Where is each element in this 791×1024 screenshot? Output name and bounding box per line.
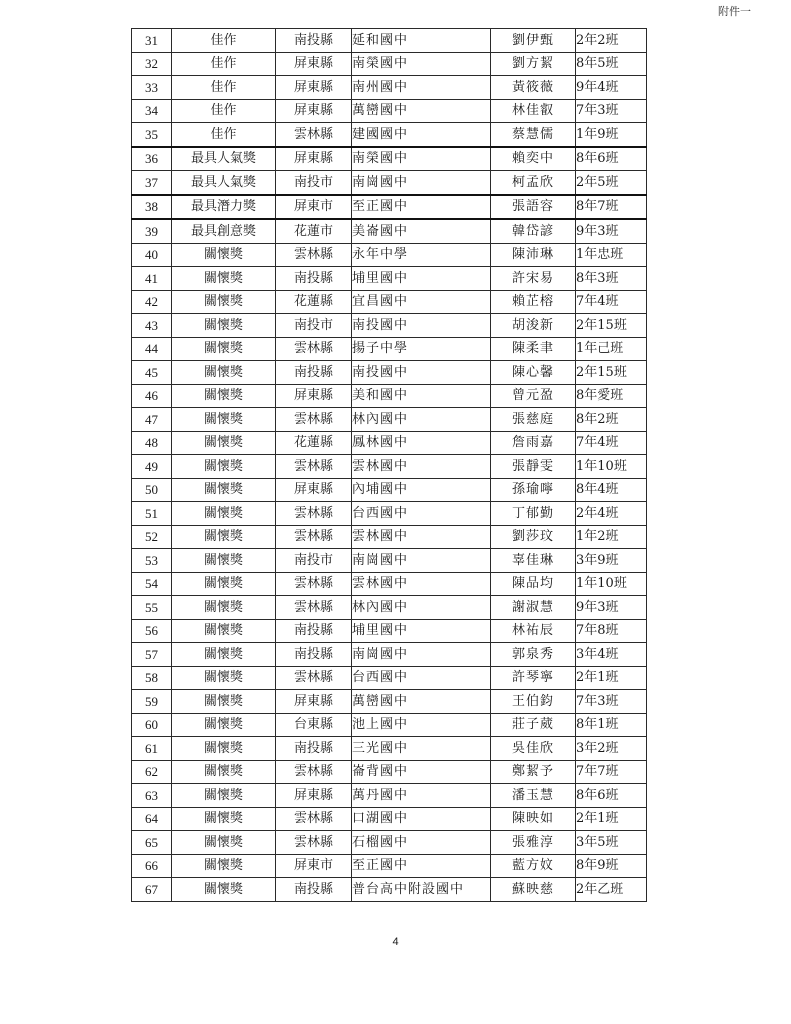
county-cell: 屏東縣 (276, 147, 352, 171)
class-cell: 7年7班 (576, 760, 647, 784)
table-row (132, 525, 647, 549)
school-cell: 萬巒國中 (352, 99, 491, 123)
award-cell: 關懷獎 (172, 713, 276, 737)
county-cell: 雲林縣 (276, 572, 352, 596)
school-cell: 至正國中 (352, 195, 491, 220)
school-cell: 崙背國中 (352, 760, 491, 784)
award-cell: 關懷獎 (172, 666, 276, 690)
table-row (132, 643, 647, 667)
row-number: 53 (132, 549, 172, 573)
county-cell: 花蓮縣 (276, 290, 352, 314)
row-number: 51 (132, 502, 172, 526)
county-cell: 屏東縣 (276, 478, 352, 502)
award-cell: 最具創意獎 (172, 219, 276, 243)
attachment-label: 附件一 (718, 5, 751, 18)
student-name-cell: 林祐辰 (491, 619, 576, 643)
school-cell: 台西國中 (352, 502, 491, 526)
row-number: 46 (132, 384, 172, 408)
award-cell: 關懷獎 (172, 831, 276, 855)
student-name-cell: 辜佳琳 (491, 549, 576, 573)
student-name-cell: 蘇映慈 (491, 878, 576, 902)
table-row (132, 195, 647, 220)
student-name-cell: 郭泉秀 (491, 643, 576, 667)
table-row (132, 713, 647, 737)
table-row (132, 408, 647, 432)
county-cell: 南投縣 (276, 361, 352, 385)
award-cell: 關懷獎 (172, 314, 276, 338)
student-name-cell: 曾元盈 (491, 384, 576, 408)
county-cell: 南投縣 (276, 878, 352, 902)
student-name-cell: 陳品均 (491, 572, 576, 596)
award-cell: 關懷獎 (172, 384, 276, 408)
class-cell: 2年4班 (576, 502, 647, 526)
award-cell: 關懷獎 (172, 737, 276, 761)
county-cell: 屏東縣 (276, 384, 352, 408)
row-number: 40 (132, 243, 172, 267)
row-number: 32 (132, 52, 172, 76)
award-cell: 佳作 (172, 76, 276, 100)
school-cell: 揚子中學 (352, 337, 491, 361)
table-row (132, 384, 647, 408)
class-cell: 2年2班 (576, 29, 647, 53)
student-name-cell: 鄭絜予 (491, 760, 576, 784)
award-cell: 關懷獎 (172, 784, 276, 808)
table-row (132, 737, 647, 761)
row-number: 44 (132, 337, 172, 361)
county-cell: 屏東市 (276, 195, 352, 220)
county-cell: 屏東縣 (276, 99, 352, 123)
school-cell: 普台高中附設國中 (352, 878, 491, 902)
student-name-cell: 謝淑慧 (491, 596, 576, 620)
student-name-cell: 許琴寧 (491, 666, 576, 690)
table-row (132, 29, 647, 53)
award-cell: 關懷獎 (172, 267, 276, 291)
school-cell: 建國國中 (352, 123, 491, 147)
award-cell: 關懷獎 (172, 502, 276, 526)
class-cell: 8年5班 (576, 52, 647, 76)
class-cell: 7年3班 (576, 690, 647, 714)
school-cell: 鳳林國中 (352, 431, 491, 455)
student-name-cell: 陳心馨 (491, 361, 576, 385)
school-cell: 口湖國中 (352, 807, 491, 831)
student-name-cell: 韓岱諺 (491, 219, 576, 243)
row-number: 60 (132, 713, 172, 737)
class-cell: 1年10班 (576, 572, 647, 596)
row-number: 34 (132, 99, 172, 123)
school-cell: 宜昌國中 (352, 290, 491, 314)
county-cell: 花蓮縣 (276, 431, 352, 455)
class-cell: 8年2班 (576, 408, 647, 432)
school-cell: 南榮國中 (352, 52, 491, 76)
school-cell: 美崙國中 (352, 219, 491, 243)
class-cell: 7年8班 (576, 619, 647, 643)
class-cell: 8年4班 (576, 478, 647, 502)
school-cell: 池上國中 (352, 713, 491, 737)
row-number: 65 (132, 831, 172, 855)
award-cell: 關懷獎 (172, 408, 276, 432)
table-row (132, 123, 647, 147)
award-cell: 最具潛力獎 (172, 195, 276, 220)
award-cell: 最具人氣獎 (172, 171, 276, 195)
table-row (132, 52, 647, 76)
class-cell: 3年4班 (576, 643, 647, 667)
table-row (132, 99, 647, 123)
row-number: 52 (132, 525, 172, 549)
class-cell: 1年2班 (576, 525, 647, 549)
student-name-cell: 劉方絜 (491, 52, 576, 76)
table-row (132, 878, 647, 902)
county-cell: 雲林縣 (276, 596, 352, 620)
school-cell: 林內國中 (352, 408, 491, 432)
award-cell: 關懷獎 (172, 572, 276, 596)
county-cell: 屏東縣 (276, 690, 352, 714)
award-cell: 關懷獎 (172, 337, 276, 361)
row-number: 59 (132, 690, 172, 714)
row-number: 66 (132, 854, 172, 878)
class-cell: 7年4班 (576, 431, 647, 455)
award-cell: 關懷獎 (172, 690, 276, 714)
school-cell: 南崗國中 (352, 549, 491, 573)
row-number: 33 (132, 76, 172, 100)
row-number: 67 (132, 878, 172, 902)
award-cell: 關懷獎 (172, 760, 276, 784)
student-name-cell: 陳映如 (491, 807, 576, 831)
award-cell: 關懷獎 (172, 854, 276, 878)
table-row (132, 502, 647, 526)
award-cell: 關懷獎 (172, 243, 276, 267)
row-number: 62 (132, 760, 172, 784)
class-cell: 8年1班 (576, 713, 647, 737)
award-cell: 最具人氣獎 (172, 147, 276, 171)
school-cell: 南崗國中 (352, 643, 491, 667)
student-name-cell: 張雅淳 (491, 831, 576, 855)
class-cell: 1年9班 (576, 123, 647, 147)
award-cell: 關懷獎 (172, 478, 276, 502)
class-cell: 8年9班 (576, 854, 647, 878)
table-row (132, 290, 647, 314)
student-name-cell: 劉伊甄 (491, 29, 576, 53)
row-number: 31 (132, 29, 172, 53)
student-name-cell: 藍方妏 (491, 854, 576, 878)
class-cell: 2年15班 (576, 314, 647, 338)
table-row (132, 596, 647, 620)
table-row (132, 690, 647, 714)
school-cell: 延和國中 (352, 29, 491, 53)
class-cell: 2年乙班 (576, 878, 647, 902)
row-number: 42 (132, 290, 172, 314)
table-row (132, 854, 647, 878)
student-name-cell: 張語容 (491, 195, 576, 220)
school-cell: 雲林國中 (352, 455, 491, 479)
award-cell: 關懷獎 (172, 455, 276, 479)
school-cell: 萬丹國中 (352, 784, 491, 808)
county-cell: 雲林縣 (276, 525, 352, 549)
award-cell: 佳作 (172, 29, 276, 53)
student-name-cell: 許宋易 (491, 267, 576, 291)
class-cell: 3年9班 (576, 549, 647, 573)
school-cell: 萬巒國中 (352, 690, 491, 714)
student-name-cell: 賴芷榕 (491, 290, 576, 314)
class-cell: 3年5班 (576, 831, 647, 855)
school-cell: 台西國中 (352, 666, 491, 690)
table-row (132, 831, 647, 855)
award-cell: 關懷獎 (172, 596, 276, 620)
county-cell: 南投市 (276, 314, 352, 338)
student-name-cell: 丁郁勤 (491, 502, 576, 526)
county-cell: 南投市 (276, 171, 352, 195)
row-number: 56 (132, 619, 172, 643)
school-cell: 南榮國中 (352, 147, 491, 171)
class-cell: 7年4班 (576, 290, 647, 314)
county-cell: 台東縣 (276, 713, 352, 737)
county-cell: 雲林縣 (276, 666, 352, 690)
award-cell: 關懷獎 (172, 525, 276, 549)
table-row (132, 147, 647, 171)
row-number: 38 (132, 195, 172, 220)
student-name-cell: 林佳叡 (491, 99, 576, 123)
student-name-cell: 王伯鈞 (491, 690, 576, 714)
county-cell: 屏東縣 (276, 76, 352, 100)
table-row (132, 76, 647, 100)
award-cell: 關懷獎 (172, 290, 276, 314)
class-cell: 7年3班 (576, 99, 647, 123)
row-number: 57 (132, 643, 172, 667)
table-row (132, 243, 647, 267)
county-cell: 雲林縣 (276, 502, 352, 526)
student-name-cell: 賴奕中 (491, 147, 576, 171)
student-name-cell: 蔡慧儒 (491, 123, 576, 147)
table-row (132, 549, 647, 573)
county-cell: 南投縣 (276, 737, 352, 761)
class-cell: 8年7班 (576, 195, 647, 220)
school-cell: 雲林國中 (352, 572, 491, 596)
table-row (132, 219, 647, 243)
student-name-cell: 張慈庭 (491, 408, 576, 432)
class-cell: 8年3班 (576, 267, 647, 291)
row-number: 50 (132, 478, 172, 502)
student-name-cell: 柯孟欣 (491, 171, 576, 195)
table-row (132, 455, 647, 479)
county-cell: 雲林縣 (276, 455, 352, 479)
student-name-cell: 詹雨嘉 (491, 431, 576, 455)
row-number: 64 (132, 807, 172, 831)
class-cell: 9年3班 (576, 596, 647, 620)
student-name-cell: 黃筱薇 (491, 76, 576, 100)
table-row (132, 784, 647, 808)
class-cell: 3年2班 (576, 737, 647, 761)
table-row (132, 666, 647, 690)
school-cell: 美和國中 (352, 384, 491, 408)
row-number: 55 (132, 596, 172, 620)
award-roster-body (132, 29, 647, 902)
award-cell: 關懷獎 (172, 549, 276, 573)
student-name-cell: 張靜雯 (491, 455, 576, 479)
class-cell: 2年1班 (576, 807, 647, 831)
school-cell: 林內國中 (352, 596, 491, 620)
student-name-cell: 陳沛琳 (491, 243, 576, 267)
row-number: 49 (132, 455, 172, 479)
county-cell: 雲林縣 (276, 760, 352, 784)
student-name-cell: 胡浚新 (491, 314, 576, 338)
row-number: 47 (132, 408, 172, 432)
county-cell: 南投縣 (276, 267, 352, 291)
award-cell: 關懷獎 (172, 431, 276, 455)
award-cell: 關懷獎 (172, 619, 276, 643)
table-row (132, 619, 647, 643)
class-cell: 1年10班 (576, 455, 647, 479)
class-cell: 8年6班 (576, 147, 647, 171)
award-cell: 佳作 (172, 52, 276, 76)
table-row (132, 171, 647, 195)
class-cell: 2年15班 (576, 361, 647, 385)
student-name-cell: 潘玉慧 (491, 784, 576, 808)
school-cell: 南州國中 (352, 76, 491, 100)
table-row (132, 314, 647, 338)
table-row (132, 337, 647, 361)
county-cell: 南投縣 (276, 643, 352, 667)
award-cell: 佳作 (172, 99, 276, 123)
row-number: 43 (132, 314, 172, 338)
county-cell: 屏東縣 (276, 52, 352, 76)
award-cell: 關懷獎 (172, 807, 276, 831)
county-cell: 雲林縣 (276, 408, 352, 432)
class-cell: 1年忠班 (576, 243, 647, 267)
county-cell: 南投縣 (276, 619, 352, 643)
table-row (132, 478, 647, 502)
page-number: 4 (392, 936, 399, 948)
class-cell: 8年愛班 (576, 384, 647, 408)
table-row (132, 807, 647, 831)
school-cell: 埔里國中 (352, 619, 491, 643)
school-cell: 雲林國中 (352, 525, 491, 549)
student-name-cell: 孫瑜嚀 (491, 478, 576, 502)
school-cell: 至正國中 (352, 854, 491, 878)
school-cell: 內埔國中 (352, 478, 491, 502)
school-cell: 永年中學 (352, 243, 491, 267)
county-cell: 雲林縣 (276, 123, 352, 147)
student-name-cell: 陳柔聿 (491, 337, 576, 361)
student-name-cell: 吳佳欣 (491, 737, 576, 761)
award-roster-table (131, 28, 647, 902)
class-cell: 8年6班 (576, 784, 647, 808)
row-number: 39 (132, 219, 172, 243)
county-cell: 屏東市 (276, 854, 352, 878)
award-cell: 佳作 (172, 123, 276, 147)
award-cell: 關懷獎 (172, 643, 276, 667)
class-cell: 9年3班 (576, 219, 647, 243)
row-number: 61 (132, 737, 172, 761)
row-number: 36 (132, 147, 172, 171)
class-cell: 2年5班 (576, 171, 647, 195)
student-name-cell: 莊子葳 (491, 713, 576, 737)
award-cell: 關懷獎 (172, 361, 276, 385)
county-cell: 南投縣 (276, 29, 352, 53)
row-number: 41 (132, 267, 172, 291)
award-cell: 關懷獎 (172, 878, 276, 902)
class-cell: 2年1班 (576, 666, 647, 690)
row-number: 48 (132, 431, 172, 455)
school-cell: 三光國中 (352, 737, 491, 761)
student-name-cell: 劉莎玟 (491, 525, 576, 549)
county-cell: 雲林縣 (276, 807, 352, 831)
table-row (132, 760, 647, 784)
school-cell: 南投國中 (352, 361, 491, 385)
table-row (132, 431, 647, 455)
county-cell: 屏東縣 (276, 784, 352, 808)
row-number: 35 (132, 123, 172, 147)
school-cell: 南崗國中 (352, 171, 491, 195)
row-number: 54 (132, 572, 172, 596)
school-cell: 石榴國中 (352, 831, 491, 855)
row-number: 58 (132, 666, 172, 690)
class-cell: 1年己班 (576, 337, 647, 361)
table-row (132, 572, 647, 596)
school-cell: 南投國中 (352, 314, 491, 338)
row-number: 63 (132, 784, 172, 808)
row-number: 37 (132, 171, 172, 195)
county-cell: 雲林縣 (276, 243, 352, 267)
school-cell: 埔里國中 (352, 267, 491, 291)
table-row (132, 361, 647, 385)
row-number: 45 (132, 361, 172, 385)
county-cell: 南投市 (276, 549, 352, 573)
class-cell: 9年4班 (576, 76, 647, 100)
county-cell: 雲林縣 (276, 337, 352, 361)
county-cell: 花蓮市 (276, 219, 352, 243)
table-row (132, 267, 647, 291)
county-cell: 雲林縣 (276, 831, 352, 855)
